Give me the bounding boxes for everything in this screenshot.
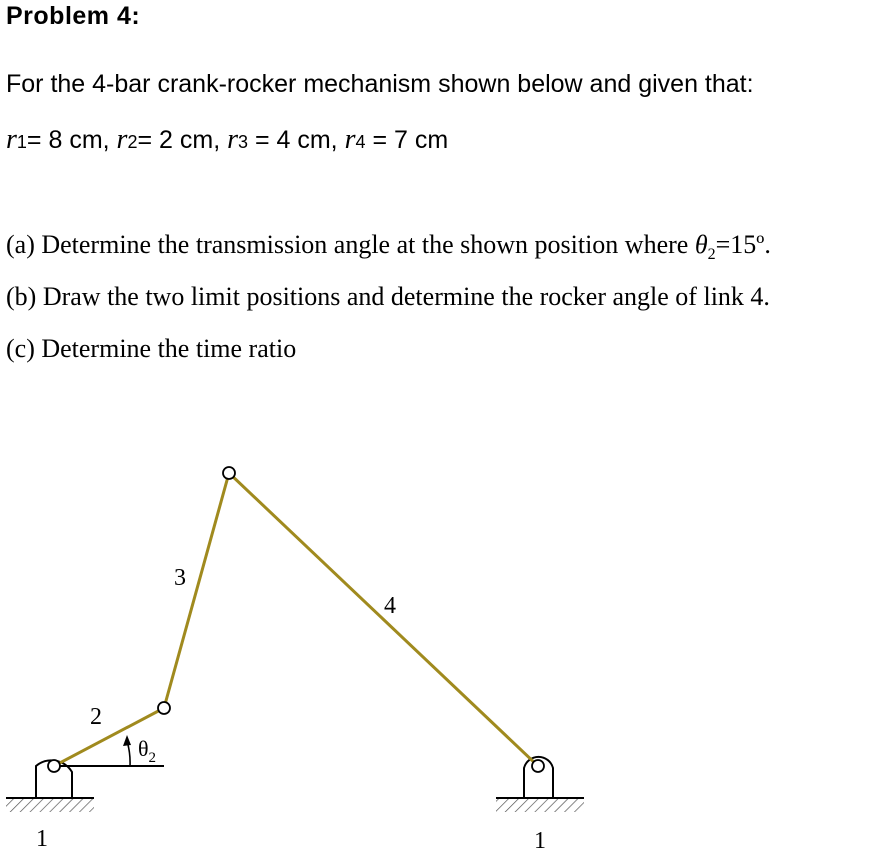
theta2-arrowhead bbox=[123, 735, 131, 746]
ground-label-left: 1 bbox=[36, 826, 48, 852]
given-r1: r1= 8 cm, bbox=[6, 124, 110, 155]
link-2-label: 2 bbox=[90, 704, 102, 730]
question-a: (a) Determine the transmission angle at the shown position where $\theta_2=15º$. bbox=[6, 230, 771, 264]
joint-a bbox=[158, 702, 170, 714]
joint-o2 bbox=[48, 760, 60, 772]
ground-hatch-right bbox=[496, 798, 584, 812]
link-4 bbox=[229, 473, 538, 766]
ground-hatch-left bbox=[6, 798, 94, 812]
theta2-label: $\theta_2$ bbox=[138, 736, 157, 766]
joint-b bbox=[223, 467, 235, 479]
given-r4: r4 = 7 cm bbox=[344, 124, 449, 155]
question-b: (b) Draw the two limit positions and determine the rocker angle of link 4. bbox=[6, 282, 770, 311]
intro-text: For the 4-bar crank-rocker mechanism shown below and given that: bbox=[6, 70, 754, 98]
joint-o4 bbox=[532, 760, 544, 772]
page-title: Problem 4: bbox=[6, 2, 141, 30]
question-c: (c) Determine the time ratio bbox=[6, 334, 297, 363]
given-r3: r3 = 4 cm, bbox=[227, 124, 338, 155]
given-r2: r2= 2 cm, bbox=[116, 124, 221, 155]
link-3-label: 3 bbox=[174, 565, 186, 591]
ground-label-right: 1 bbox=[534, 828, 546, 854]
link-4-label: 4 bbox=[384, 593, 396, 619]
